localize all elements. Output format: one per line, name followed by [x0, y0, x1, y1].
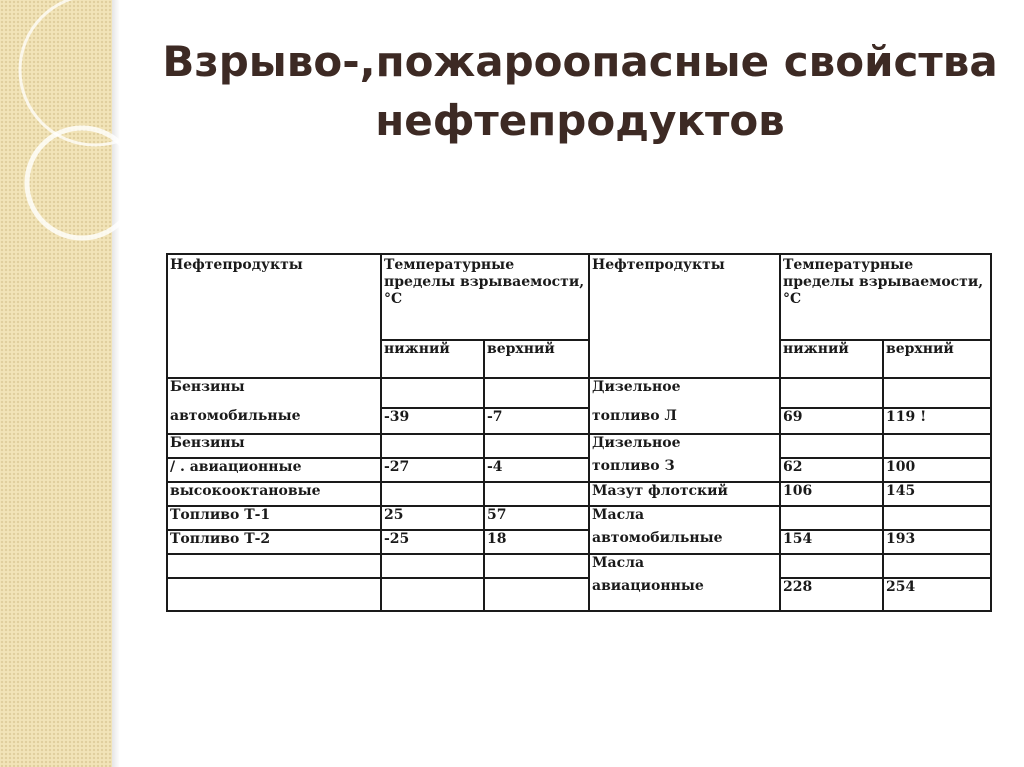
right-upper-cell	[883, 434, 991, 458]
table-row	[167, 506, 991, 530]
slide-title-line-1: Взрыво-,пожароопасные свойства	[162, 37, 998, 86]
left-product-cell: Топливо Т-1	[167, 506, 381, 530]
left-upper-cell: -4	[484, 458, 589, 482]
right-product-cell: топливо Л	[589, 408, 780, 434]
right-lower-cell: 62	[780, 458, 883, 482]
right-upper-cell: 254	[883, 578, 991, 611]
right-upper-cell: 119 !	[883, 408, 991, 434]
header-lower-right: нижний	[780, 340, 883, 378]
right-product-cell: Масла	[589, 506, 780, 530]
properties-table	[166, 253, 992, 612]
left-lower-cell	[381, 434, 484, 458]
header-temp-limits-left: Температурные пределы взрываемости, °С	[381, 254, 589, 340]
left-product-cell: высокооктановые	[167, 482, 381, 506]
right-lower-cell	[780, 378, 883, 408]
right-lower-cell: 154	[780, 530, 883, 554]
left-product-cell: Топливо Т-2	[167, 530, 381, 554]
left-upper-cell: 18	[484, 530, 589, 554]
left-lower-cell	[381, 378, 484, 408]
header-products-left: Нефтепродукты	[167, 254, 381, 378]
left-upper-cell: -7	[484, 408, 589, 434]
table-row	[167, 408, 991, 434]
left-product-cell: Бензины	[167, 378, 381, 408]
slide-title	[150, 32, 1010, 150]
right-product-cell: Масла	[589, 554, 780, 578]
decorative-circles	[0, 0, 140, 260]
right-product-cell: авиационные	[589, 578, 780, 611]
left-lower-cell: -39	[381, 408, 484, 434]
header-products-right: Нефтепродукты	[589, 254, 780, 378]
header-temp-limits-right: Температурные пределы взрываемости, °С	[780, 254, 991, 340]
right-upper-cell	[883, 554, 991, 578]
header-lower-left: нижний	[381, 340, 484, 378]
right-lower-cell	[780, 434, 883, 458]
right-product-cell: топливо З	[589, 458, 780, 482]
right-lower-cell: 69	[780, 408, 883, 434]
left-upper-cell	[484, 434, 589, 458]
right-upper-cell: 145	[883, 482, 991, 506]
table-row	[167, 378, 991, 408]
table-row	[167, 482, 991, 506]
left-product-cell: / . авиационные	[167, 458, 381, 482]
left-upper-cell	[484, 482, 589, 506]
right-lower-cell: 106	[780, 482, 883, 506]
table-row	[167, 530, 991, 554]
right-lower-cell	[780, 506, 883, 530]
right-product-cell: Мазут флотский	[589, 482, 780, 506]
left-product-cell: Бензины	[167, 434, 381, 458]
left-lower-cell: 25	[381, 506, 484, 530]
left-upper-cell	[484, 378, 589, 408]
table-row	[167, 578, 991, 611]
right-lower-cell: 228	[780, 578, 883, 611]
right-product-cell: автомобильные	[589, 530, 780, 554]
left-upper-cell: 57	[484, 506, 589, 530]
left-product-cell	[167, 578, 381, 611]
left-upper-cell	[484, 578, 589, 611]
left-upper-cell	[484, 554, 589, 578]
right-product-cell: Дизельное	[589, 434, 780, 458]
slide-title-line-2: нефтепродуктов	[375, 96, 785, 145]
left-product-cell: автомобильные	[167, 408, 381, 434]
table-row	[167, 458, 991, 482]
left-lower-cell	[381, 578, 484, 611]
left-lower-cell: -27	[381, 458, 484, 482]
right-upper-cell: 100	[883, 458, 991, 482]
right-upper-cell: 193	[883, 530, 991, 554]
right-product-cell: Дизельное	[589, 378, 780, 408]
table-row	[167, 434, 991, 458]
left-lower-cell: -25	[381, 530, 484, 554]
right-upper-cell	[883, 378, 991, 408]
header-upper-left: верхний	[484, 340, 589, 378]
left-lower-cell	[381, 554, 484, 578]
right-upper-cell	[883, 506, 991, 530]
right-lower-cell	[780, 554, 883, 578]
left-product-cell	[167, 554, 381, 578]
table-row	[167, 554, 991, 578]
left-lower-cell	[381, 482, 484, 506]
header-upper-right: верхний	[883, 340, 991, 378]
